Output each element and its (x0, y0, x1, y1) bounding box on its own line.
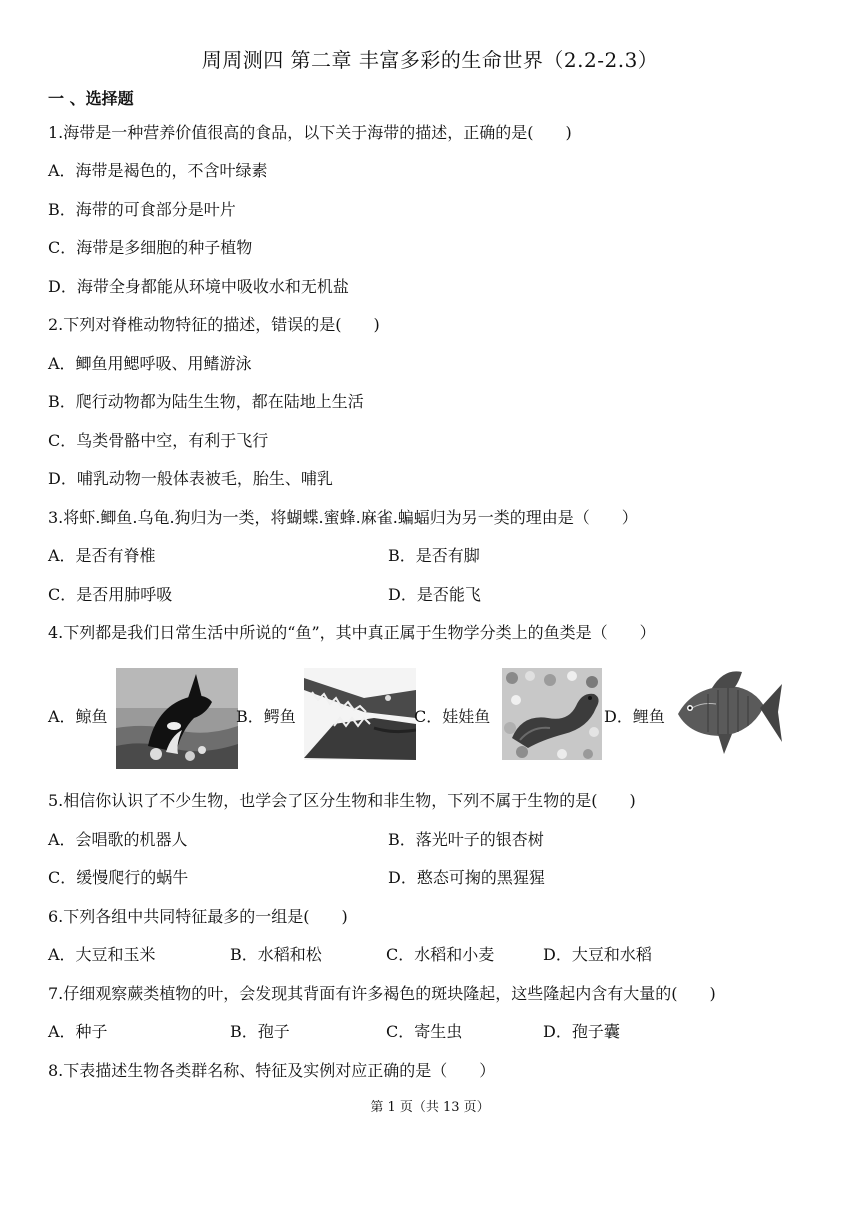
question-6-option-c[interactable]: C．水稻和小麦 (386, 945, 495, 964)
question-7-option-a[interactable]: A．种子 (48, 1022, 108, 1041)
question-4-stem: 4.下列都是我们日常生活中所说的“鱼”，其中真正属于生物学分类上的鱼类是（ ） (48, 623, 656, 642)
question-1-stem: 1.海带是一种营养价值很高的食品，以下关于海带的描述，正确的是( ) (48, 123, 572, 142)
question-7-option-b[interactable]: B．孢子 (230, 1022, 290, 1041)
question-4-option-d[interactable]: D．鲤鱼 (604, 707, 665, 726)
question-3-option-a[interactable]: A．是否有脊椎 (48, 546, 156, 565)
question-5-option-a[interactable]: A．会唱歌的机器人 (48, 830, 188, 849)
crocodile-image (304, 668, 416, 760)
question-2-stem: 2.下列对脊椎动物特征的描述，错误的是( ) (48, 315, 380, 334)
question-4-option-a[interactable]: A．鲸鱼 (48, 707, 108, 726)
question-1-option-c[interactable]: C．海带是多细胞的种子植物 (48, 238, 253, 257)
question-3-stem: 3.将虾.鲫鱼.乌龟.狗归为一类，将蝴蝶.蜜蜂.麻雀.蝙蝠归为另一类的理由是（ ） (48, 508, 638, 527)
question-1-option-a[interactable]: A．海带是褐色的，不含叶绿素 (48, 161, 268, 180)
question-5-option-d[interactable]: D．憨态可掬的黑猩猩 (388, 868, 545, 887)
question-4-option-c[interactable]: C．娃娃鱼 (414, 707, 491, 726)
question-4-option-b[interactable]: B．鳄鱼 (236, 707, 296, 726)
giant-salamander-image (502, 668, 602, 760)
question-6-option-d[interactable]: D．大豆和水稻 (543, 945, 652, 964)
question-3-option-c[interactable]: C．是否用肺呼吸 (48, 585, 173, 604)
question-6-stem: 6.下列各组中共同特征最多的一组是( ) (48, 907, 348, 926)
question-3-option-d[interactable]: D．是否能飞 (388, 585, 481, 604)
question-2-option-d[interactable]: D．哺乳动物一般体表被毛，胎生、哺乳 (48, 469, 333, 488)
question-1-option-b[interactable]: B．海带的可食部分是叶片 (48, 200, 236, 219)
question-2-option-c[interactable]: C．鸟类骨骼中空，有利于飞行 (48, 431, 269, 450)
question-2-option-b[interactable]: B．爬行动物都为陆生生物，都在陆地上生活 (48, 392, 364, 411)
question-6-option-b[interactable]: B．水稻和松 (230, 945, 322, 964)
section-heading: 一 、选择题 (48, 89, 134, 108)
question-1-option-d[interactable]: D．海带全身都能从环境中吸收水和无机盐 (48, 277, 349, 296)
question-5-stem: 5.相信你认识了不少生物，也学会了区分生物和非生物，下列不属于生物的是( ) (48, 791, 636, 810)
page-title: 周周测四 第二章 丰富多彩的生命世界（2.2-2.3） (201, 48, 659, 72)
orca-image (116, 668, 238, 769)
question-8-stem: 8.下表描述生物各类群名称、特征及实例对应正确的是（ ） (48, 1061, 496, 1080)
question-2-option-a[interactable]: A．鲫鱼用鳃呼吸、用鳍游泳 (48, 354, 252, 373)
question-7-option-c[interactable]: C．寄生虫 (386, 1022, 463, 1041)
question-5-option-c[interactable]: C．缓慢爬行的蜗牛 (48, 868, 189, 887)
question-7-option-d[interactable]: D．孢子囊 (543, 1022, 620, 1041)
page-footer: 第 1 页（共 13 页） (370, 1100, 490, 1115)
question-6-option-a[interactable]: A．大豆和玉米 (48, 945, 156, 964)
question-5-option-b[interactable]: B．落光叶子的银杏树 (388, 830, 544, 849)
carp-image (672, 662, 784, 760)
question-3-option-b[interactable]: B．是否有脚 (388, 546, 480, 565)
question-7-stem: 7.仔细观察蕨类植物的叶，会发现其背面有许多褐色的斑块隆起，这些隆起内含有大量的( ) (48, 984, 716, 1003)
